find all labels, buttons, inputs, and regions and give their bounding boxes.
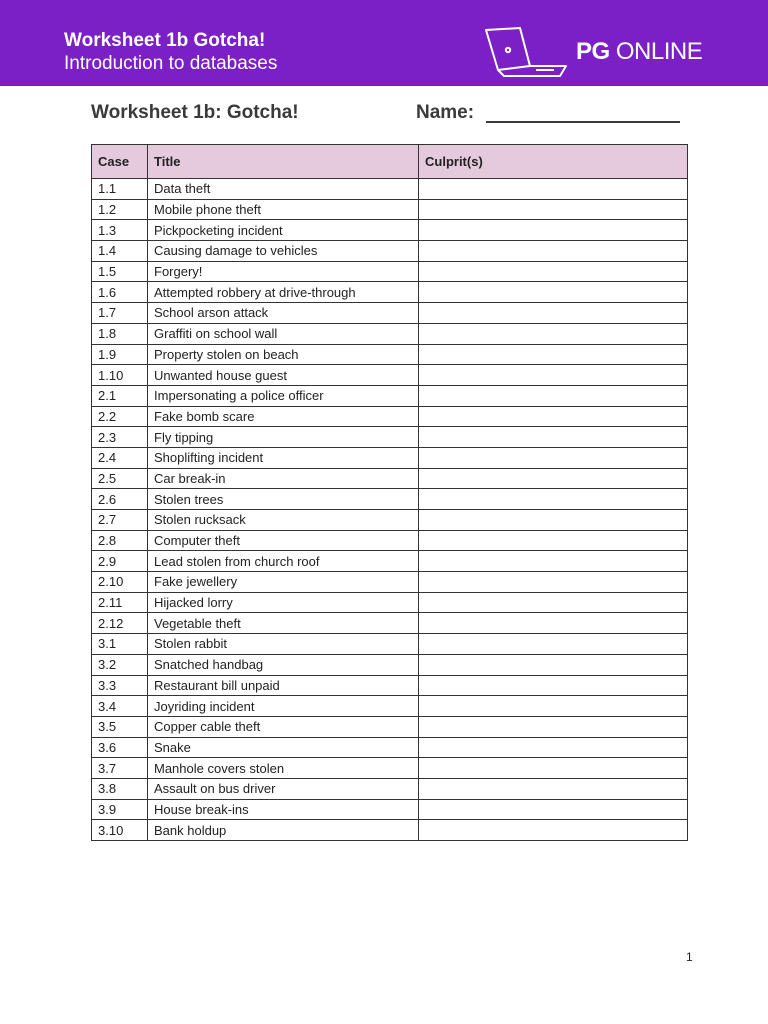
table-row (92, 572, 688, 593)
culprits-cell[interactable] (419, 427, 688, 448)
culprits-cell[interactable] (419, 489, 688, 510)
title-cell: Hijacked lorry (148, 592, 419, 613)
column-header-title: Title (148, 145, 419, 179)
case-cell: 3.9 (92, 799, 148, 820)
culprits-cell[interactable] (419, 820, 688, 841)
title-cell: Property stolen on beach (148, 344, 419, 365)
title-cell: Data theft (148, 179, 419, 200)
case-cell: 1.6 (92, 282, 148, 303)
culprits-cell[interactable] (419, 344, 688, 365)
title-cell: Fake bomb scare (148, 406, 419, 427)
table-row (92, 344, 688, 365)
case-cell: 1.4 (92, 241, 148, 262)
culprits-cell[interactable] (419, 365, 688, 386)
case-cell: 1.1 (92, 179, 148, 200)
case-cell: 3.5 (92, 716, 148, 737)
case-cell: 1.3 (92, 220, 148, 241)
title-cell: Assault on bus driver (148, 778, 419, 799)
culprits-cell[interactable] (419, 282, 688, 303)
culprits-cell[interactable] (419, 323, 688, 344)
title-cell: Manhole covers stolen (148, 758, 419, 779)
title-cell: Causing damage to vehicles (148, 241, 419, 262)
worksheet-heading: Worksheet 1b: Gotcha! (91, 102, 299, 123)
logo-text-bold: PG (576, 38, 610, 65)
table-row (92, 510, 688, 531)
culprits-cell[interactable] (419, 303, 688, 324)
culprits-cell[interactable] (419, 468, 688, 489)
title-cell: Restaurant bill unpaid (148, 675, 419, 696)
culprits-cell[interactable] (419, 385, 688, 406)
case-cell: 3.8 (92, 778, 148, 799)
title-cell: School arson attack (148, 303, 419, 324)
table-row (92, 323, 688, 344)
case-cell: 3.3 (92, 675, 148, 696)
table-row (92, 199, 688, 220)
table-row (92, 220, 688, 241)
cases-table (91, 144, 688, 841)
title-cell: Graffiti on school wall (148, 323, 419, 344)
case-cell: 1.10 (92, 365, 148, 386)
case-cell: 1.9 (92, 344, 148, 365)
title-cell: House break-ins (148, 799, 419, 820)
case-cell: 2.10 (92, 572, 148, 593)
title-cell: Copper cable theft (148, 716, 419, 737)
title-cell: Forgery! (148, 261, 419, 282)
case-cell: 1.5 (92, 261, 148, 282)
culprits-cell[interactable] (419, 199, 688, 220)
title-cell: Pickpocketing incident (148, 220, 419, 241)
title-cell: Computer theft (148, 530, 419, 551)
table-row (92, 406, 688, 427)
title-cell: Car break-in (148, 468, 419, 489)
culprits-cell[interactable] (419, 220, 688, 241)
culprits-cell[interactable] (419, 654, 688, 675)
table-row (92, 385, 688, 406)
table-row (92, 654, 688, 675)
case-cell: 3.7 (92, 758, 148, 779)
table-row (92, 634, 688, 655)
table-body (92, 179, 688, 841)
title-cell: Lead stolen from church roof (148, 551, 419, 572)
title-cell: Stolen rabbit (148, 634, 419, 655)
case-cell: 1.8 (92, 323, 148, 344)
table-row (92, 613, 688, 634)
culprits-cell[interactable] (419, 799, 688, 820)
case-cell: 1.2 (92, 199, 148, 220)
logo-text-light: ONLINE (615, 38, 703, 65)
case-cell: 2.1 (92, 385, 148, 406)
table-row (92, 530, 688, 551)
case-cell: 2.8 (92, 530, 148, 551)
laptop-logo-icon (484, 26, 568, 78)
table-row (92, 737, 688, 758)
case-cell: 3.10 (92, 820, 148, 841)
title-cell: Bank holdup (148, 820, 419, 841)
table-row (92, 778, 688, 799)
culprits-cell[interactable] (419, 613, 688, 634)
culprits-cell[interactable] (419, 675, 688, 696)
case-cell: 1.7 (92, 303, 148, 324)
culprits-cell[interactable] (419, 758, 688, 779)
culprits-cell[interactable] (419, 179, 688, 200)
banner-subtitle: Introduction to databases (64, 53, 278, 74)
table-row (92, 696, 688, 717)
name-answer-line[interactable] (486, 121, 680, 123)
table-row (92, 675, 688, 696)
column-header-culprits: Culprit(s) (419, 145, 688, 179)
name-label: Name: (416, 102, 475, 123)
culprits-cell[interactable] (419, 530, 688, 551)
culprits-cell[interactable] (419, 261, 688, 282)
header-banner (0, 0, 768, 86)
culprits-cell[interactable] (419, 406, 688, 427)
table-row (92, 489, 688, 510)
culprits-cell[interactable] (419, 696, 688, 717)
title-cell: Impersonating a police officer (148, 385, 419, 406)
case-cell: 2.7 (92, 510, 148, 531)
case-cell: 2.4 (92, 447, 148, 468)
table-row (92, 758, 688, 779)
brand-logo-text (576, 39, 702, 65)
case-cell: 2.9 (92, 551, 148, 572)
column-header-case: Case (92, 145, 148, 179)
case-cell: 3.1 (92, 634, 148, 655)
title-cell: Vegetable theft (148, 613, 419, 634)
page-number: 1 (686, 950, 693, 964)
case-cell: 2.5 (92, 468, 148, 489)
title-cell: Unwanted house guest (148, 365, 419, 386)
table-row (92, 716, 688, 737)
title-cell: Attempted robbery at drive-through (148, 282, 419, 303)
table-row (92, 365, 688, 386)
title-cell: Fly tipping (148, 427, 419, 448)
culprits-cell[interactable] (419, 241, 688, 262)
table-row (92, 799, 688, 820)
case-cell: 2.11 (92, 592, 148, 613)
case-cell: 3.4 (92, 696, 148, 717)
culprits-cell[interactable] (419, 592, 688, 613)
culprits-cell[interactable] (419, 572, 688, 593)
case-cell: 2.2 (92, 406, 148, 427)
culprits-cell[interactable] (419, 510, 688, 531)
table-row (92, 820, 688, 841)
table-row (92, 261, 688, 282)
culprits-cell[interactable] (419, 634, 688, 655)
title-cell: Joyriding incident (148, 696, 419, 717)
title-cell: Shoplifting incident (148, 447, 419, 468)
case-cell: 3.6 (92, 737, 148, 758)
table-header-row (92, 145, 688, 179)
table-row (92, 592, 688, 613)
case-cell: 2.6 (92, 489, 148, 510)
title-cell: Stolen rucksack (148, 510, 419, 531)
case-cell: 2.3 (92, 427, 148, 448)
title-cell: Snake (148, 737, 419, 758)
culprits-cell[interactable] (419, 716, 688, 737)
culprits-cell[interactable] (419, 447, 688, 468)
culprits-cell[interactable] (419, 778, 688, 799)
table-row (92, 468, 688, 489)
culprits-cell[interactable] (419, 737, 688, 758)
banner-title: Worksheet 1b Gotcha! (64, 30, 266, 51)
table-row (92, 303, 688, 324)
table-row (92, 282, 688, 303)
title-cell: Stolen trees (148, 489, 419, 510)
table-row (92, 447, 688, 468)
table-row (92, 241, 688, 262)
table-row (92, 427, 688, 448)
case-cell: 2.12 (92, 613, 148, 634)
case-cell: 3.2 (92, 654, 148, 675)
culprits-cell[interactable] (419, 551, 688, 572)
title-cell: Snatched handbag (148, 654, 419, 675)
title-cell: Fake jewellery (148, 572, 419, 593)
table-row (92, 551, 688, 572)
title-cell: Mobile phone theft (148, 199, 419, 220)
table-row (92, 179, 688, 200)
